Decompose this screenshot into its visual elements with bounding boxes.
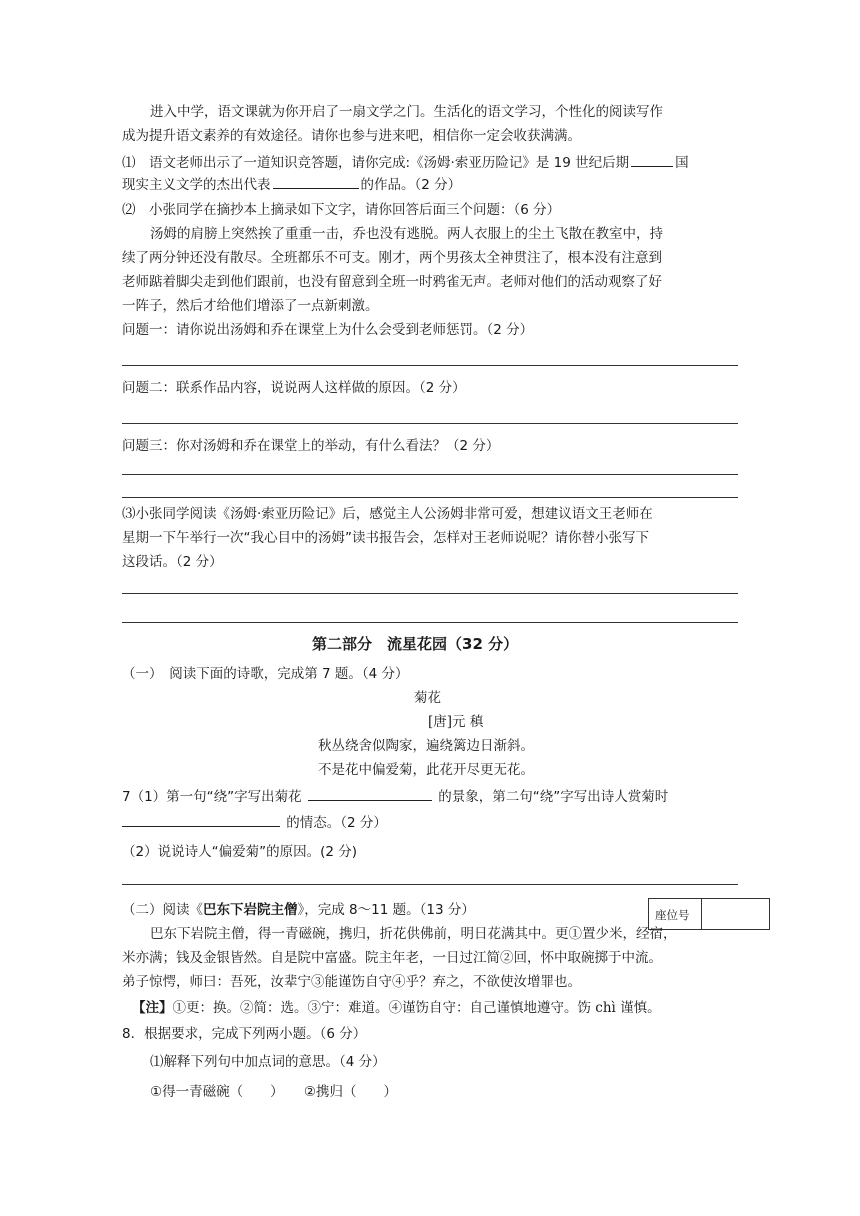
part-2-title: 第二部分 流星花园（32 分） [312,635,519,653]
question-8-1-items[interactable]: ①得一青磁碗（ ） ②携归（ ） [150,1084,397,1100]
section-2-header [122,900,475,920]
poem-author: [唐]元 稹 [428,714,484,730]
answer-blank[interactable] [308,786,432,801]
excerpt-line: 一阵子，然后才给他们增添了一点新刺激。 [122,298,379,314]
answer-line[interactable] [122,497,738,498]
classical-text-line: 巴东下岩院主僧，得一青磁碗，携归，折花供佛前，明日花满其中。更①置少米，经宿， [150,926,677,942]
answer-line[interactable] [122,622,738,623]
question-1-cont [122,174,461,195]
question-7-1-text-a: 7（1）第一句“绕”字写出菊花 [122,789,302,805]
question-7-1-cont [122,812,387,833]
question-3-line: ⑶小张同学阅读《汤姆·索亚历险记》后，感觉主人公汤姆非常可爱，想建议语文王老师在 [122,506,653,522]
sub-question-3: 问题三：你对汤姆和乔在课堂上的举动，有什么看法？（2 分） [122,438,500,454]
seat-number-label: 座位号 [655,908,690,922]
annotation-text: ①更：换。②简：选。③宁：难道。④谨饬自守：自己谨慎地遵守。饬 chì 谨慎。 [172,1000,661,1016]
question-1 [122,152,689,173]
classical-text-line: 米亦满；钱及金银皆然。自是院中富盛。院主年老，一日过江简②回，怀中取碗掷于中流。 [122,950,662,966]
question-1-text-b: 国 [675,155,689,171]
excerpt-line: 续了两分钟还没有散尽。全班都乐不可支。刚才，两个男孩太全神贯注了，根本没有注意到 [122,250,662,266]
annotation [132,998,661,1018]
section-2-header-title: 巴东下岩院主僧 [203,902,298,918]
answer-line[interactable] [122,365,738,366]
answer-blank[interactable] [122,812,280,827]
classical-text-line: 弟子惊愕，师曰：吾死，汝辈宁③能谨饬自守④乎？弃之，不欲使汝增罪也。 [122,974,581,990]
question-3-line: 星期一下午举行一次“我心目中的汤姆”读书报告会，怎样对王老师说呢？请你替小张写下 [122,530,649,546]
question-7-1 [122,786,668,807]
intro-line-2: 成为提升语文素养的有效途径。请你也参与进来吧，相信你一定会收获满满。 [122,128,581,144]
question-1-text-a: ⑴ 语文老师出示了一道知识竞答题，请你完成:《汤姆·索亚历险记》是 19 世纪后期 [122,155,630,171]
answer-line[interactable] [122,593,738,594]
answer-line[interactable] [122,474,738,475]
answer-blank[interactable] [631,152,673,167]
question-7-1-text-c: 的情态。（2 分） [286,815,387,831]
question-1-text-c: 现实主义文学的杰出代表 [122,177,271,193]
annotation-label: 【注】 [132,1000,173,1016]
question-3-line: 这段话。（2 分） [122,554,223,570]
question-8-1: ⑴解释下列句中加点词的意思。（4 分） [150,1054,386,1070]
question-1-text-d: 的作品。（2 分） [360,177,462,193]
answer-blank[interactable] [273,174,359,189]
question-2-header: ⑵ 小张同学在摘抄本上摘录如下文字，请你回答后面三个问题：（6 分） [122,202,561,218]
excerpt-line: 老师踮着脚尖走到他们跟前，也没有留意到全班一时鸦雀无声。老师对他们的活动观察了好 [122,274,662,290]
sub-question-2: 问题二：联系作品内容，说说两人这样做的原因。（2 分） [122,380,466,396]
question-7-1-text-b: 的景象，第二句“绕”字写出诗人赏菊时 [438,789,669,805]
section-1-header: （一） 阅读下面的诗歌，完成第 7 题。（4 分） [122,666,409,682]
sub-question-1: 问题一：请你说出汤姆和乔在课堂上为什么会受到老师惩罚。（2 分） [122,322,534,338]
poem-title: 菊花 [414,690,441,706]
section-2-header-a: （二）阅读《 [122,902,203,918]
question-7-2: （2）说说诗人“偏爱菊”的原因。(2 分) [122,844,357,860]
answer-line[interactable] [122,884,738,885]
answer-line[interactable] [122,423,738,424]
intro-line-1: 进入中学，语文课就为你开启了一扇文学之门。生活化的语文学习，个性化的阅读写作 [150,104,663,120]
excerpt-line: 汤姆的肩膀上突然挨了重重一击，乔也没有逃脱。两人衣服上的尘土飞散在教室中，持 [150,226,663,242]
seat-number-divider [701,899,702,929]
question-8: 8．根据要求，完成下列两小题。（6 分） [122,1026,367,1042]
poem-line: 不是花中偏爱菊，此花开尽更无花。 [318,762,534,778]
poem-line: 秋丛绕舍似陶家，遍绕篱边日渐斜。 [318,738,534,754]
section-2-header-b: 》，完成 8～11 题。（13 分） [297,902,475,918]
